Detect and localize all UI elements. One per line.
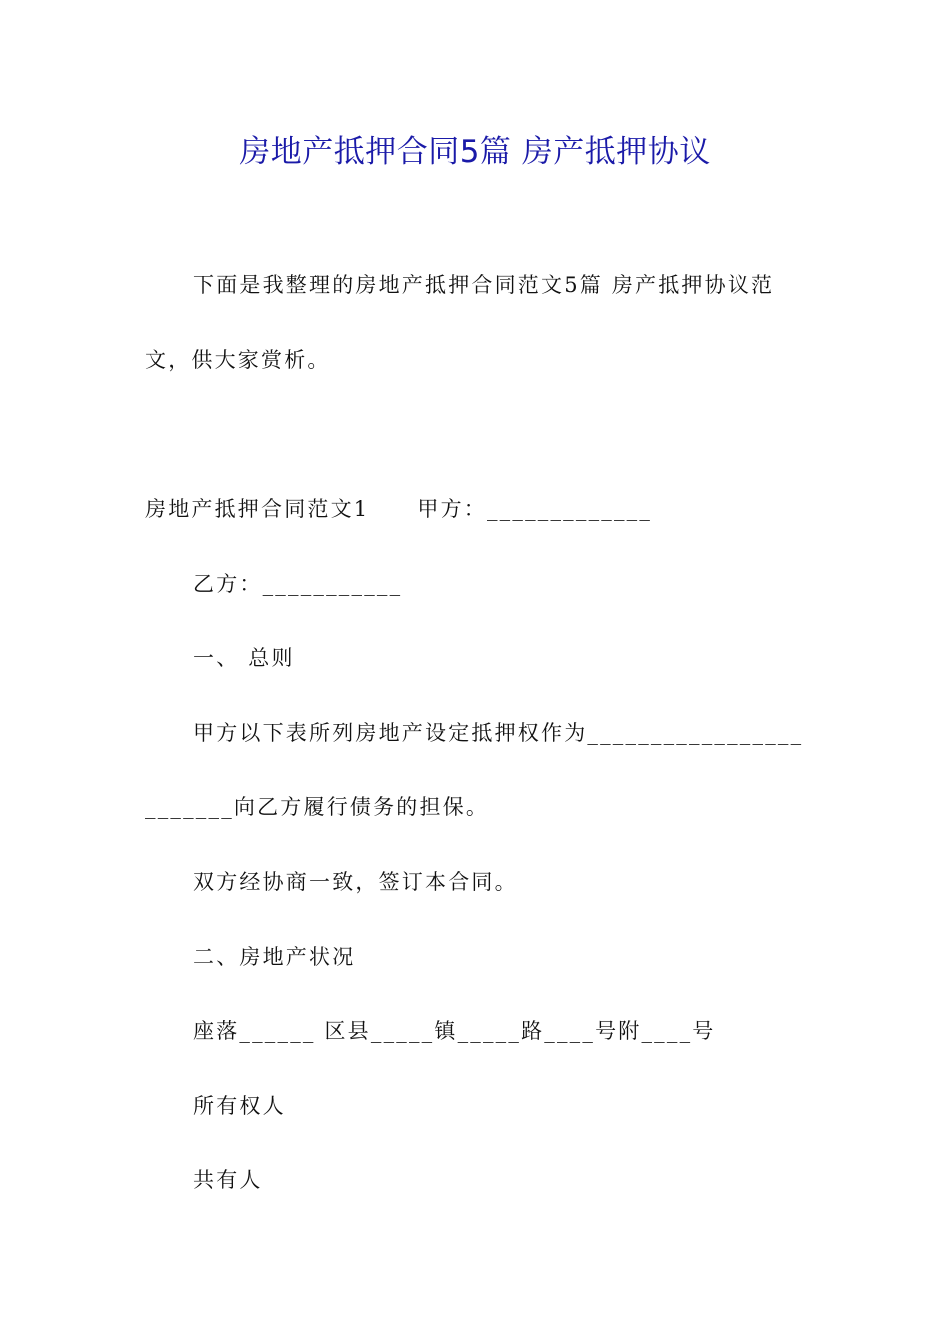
intro-line-2: 文，供大家赏析。: [145, 348, 331, 372]
section1-heading: 一、 总则: [193, 646, 295, 670]
section1-text-line-1: 甲方以下表所列房地产设定抵押权作为_________________: [193, 721, 804, 745]
party-a: 甲方：_____________: [417, 497, 653, 521]
section1-text-line-2: _______向乙方履行债务的担保。: [145, 795, 490, 819]
location-line: 座落______ 区县_____镇_____路____号附____号: [193, 1019, 716, 1043]
owner-label: 所有权人: [193, 1094, 286, 1118]
document-title: 房地产抵押合同5篇 房产抵押协议: [239, 134, 711, 170]
contract-heading: 房地产抵押合同范文1: [145, 497, 370, 521]
intro-line-1: 下面是我整理的房地产抵押合同范文5篇 房产抵押协议范: [193, 273, 775, 297]
contract-heading-row: [145, 494, 652, 524]
agreement-text: 双方经协商一致，签订本合同。: [193, 870, 518, 894]
party-b: 乙方：___________: [193, 572, 403, 596]
co-owner-label: 共有人: [193, 1168, 263, 1192]
section2-heading: 二、房地产状况: [193, 945, 356, 969]
